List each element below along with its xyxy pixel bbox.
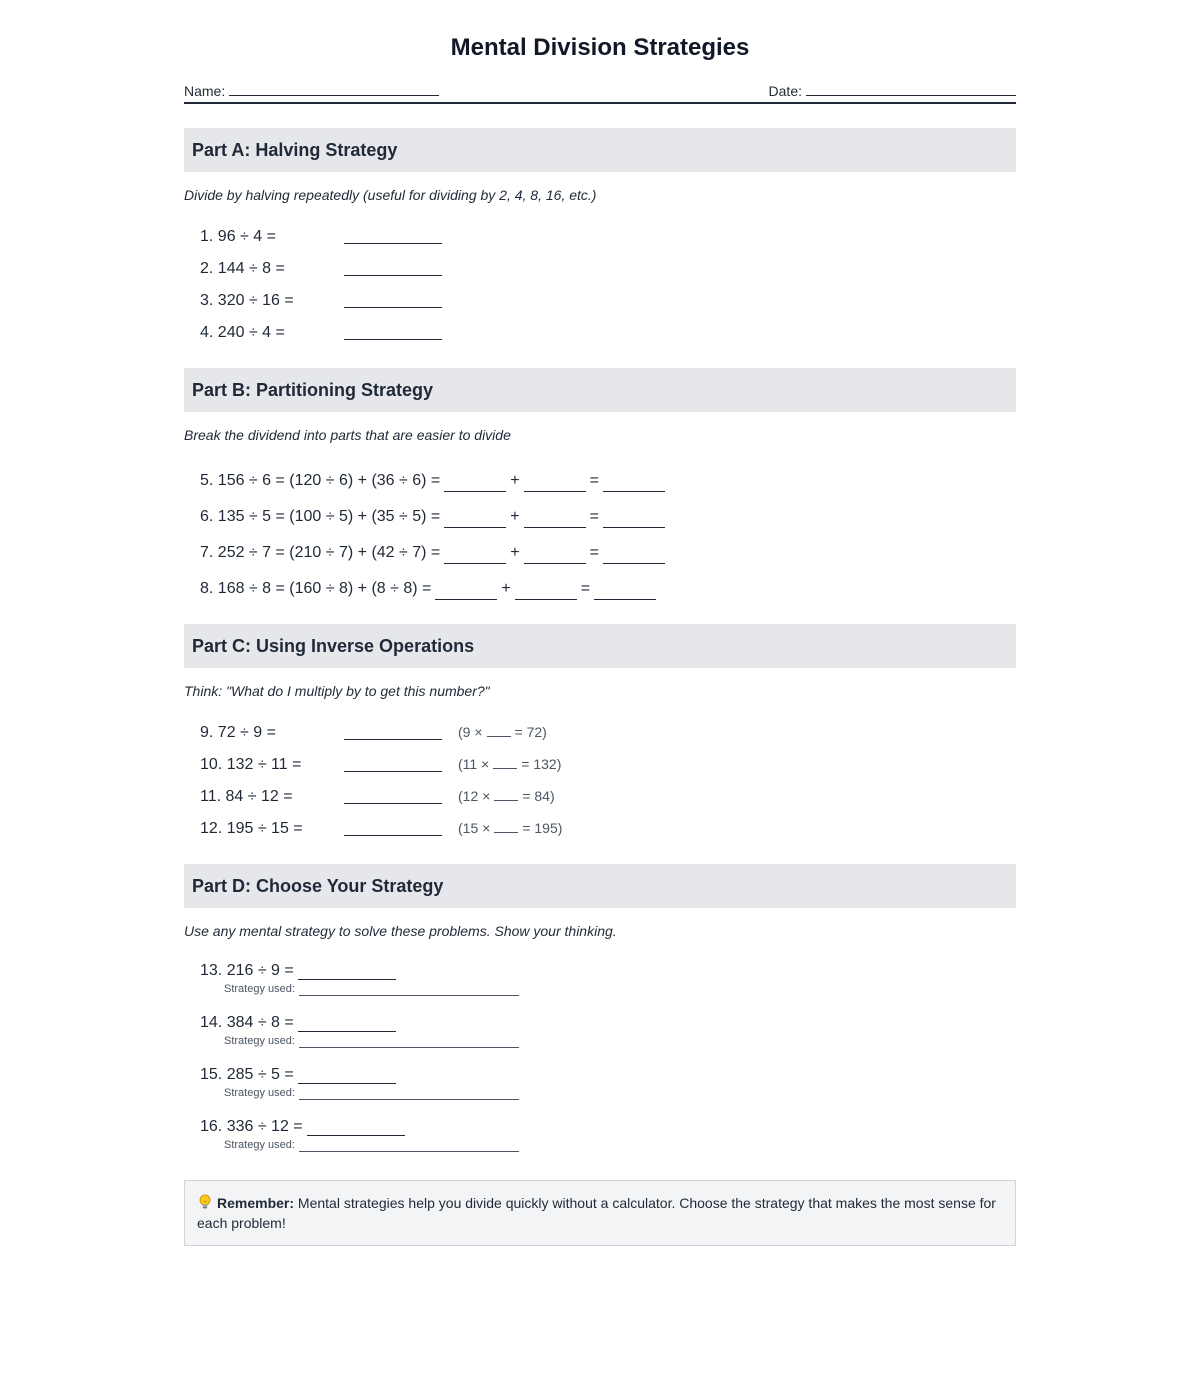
problem-label: 16. 336 ÷ 12 = bbox=[200, 1118, 303, 1135]
name-blank[interactable] bbox=[229, 79, 439, 96]
part-d-problems bbox=[184, 952, 1016, 1160]
problem-label: 12. 195 ÷ 15 = bbox=[200, 820, 303, 837]
part-d-heading: Part D: Choose Your Strategy bbox=[184, 864, 1016, 908]
part-c-instructions: Think: "What do I multiply by to get this number?" bbox=[184, 683, 490, 699]
hint-pre: (15 × bbox=[458, 820, 491, 836]
problem-label: 5. 156 ÷ 6 = (120 ÷ 6) + (36 ÷ 6) = bbox=[200, 472, 441, 489]
problem-label: 7. 252 ÷ 7 = (210 ÷ 7) + (42 ÷ 7) = bbox=[200, 544, 441, 561]
problem-row bbox=[200, 248, 1016, 280]
plus-sign: + bbox=[501, 580, 511, 597]
answer-blank[interactable] bbox=[344, 751, 442, 772]
problem-row bbox=[200, 712, 1016, 744]
hint-pre: (9 × bbox=[458, 724, 483, 740]
plus-sign: + bbox=[510, 472, 520, 489]
date-label: Date: bbox=[768, 83, 802, 99]
equals-sign: = bbox=[580, 580, 591, 597]
part-d-instructions: Use any mental strategy to solve these problems. Show your thinking. bbox=[184, 923, 617, 939]
page-title: Mental Division Strategies bbox=[450, 34, 750, 61]
equals-sign: = bbox=[589, 472, 599, 489]
strategy-row bbox=[224, 1086, 1016, 1100]
strategy-blank[interactable] bbox=[299, 1139, 519, 1152]
strategy-label: Strategy used: bbox=[224, 1087, 295, 1099]
hint-blank bbox=[494, 786, 518, 801]
answer-blank[interactable] bbox=[298, 1013, 396, 1032]
problem-label: 2. 144 ÷ 8 = bbox=[200, 260, 285, 277]
problem-block bbox=[200, 1004, 1016, 1056]
part-b-problems bbox=[184, 456, 1016, 600]
strategy-blank[interactable] bbox=[299, 1087, 519, 1100]
hint-post: = 72) bbox=[514, 724, 547, 740]
worksheet bbox=[184, 0, 1016, 1246]
answer-blank[interactable] bbox=[524, 473, 586, 492]
part-a-instructions: Divide by halving repeatedly (useful for dividing by 2, 4, 8, 16, etc.) bbox=[184, 187, 597, 203]
problem-label: 11. 84 ÷ 12 = bbox=[200, 788, 293, 805]
part-a-heading: Part A: Halving Strategy bbox=[184, 128, 1016, 172]
name-date-row bbox=[184, 79, 1016, 104]
answer-blank[interactable] bbox=[444, 545, 506, 564]
answer-blank[interactable] bbox=[524, 509, 586, 528]
equals-sign: = bbox=[589, 544, 599, 561]
problem-label: 8. 168 ÷ 8 = (160 ÷ 8) + (8 ÷ 8) = bbox=[200, 580, 432, 597]
hint-blank bbox=[487, 722, 511, 737]
inverse-hint bbox=[458, 754, 561, 774]
problem-label: 4. 240 ÷ 4 = bbox=[200, 324, 285, 341]
hint-post: = 84) bbox=[522, 788, 555, 804]
lightbulb-icon bbox=[197, 1194, 213, 1210]
strategy-blank[interactable] bbox=[299, 983, 519, 996]
answer-blank[interactable] bbox=[594, 581, 656, 600]
plus-sign: + bbox=[510, 544, 520, 561]
answer-blank[interactable] bbox=[298, 1065, 396, 1084]
answer-blank[interactable] bbox=[444, 473, 506, 492]
problem-label: 10. 132 ÷ 11 = bbox=[200, 756, 302, 773]
strategy-row bbox=[224, 1034, 1016, 1048]
problem-row bbox=[200, 1108, 1016, 1138]
problem-row bbox=[200, 564, 1016, 600]
date-blank[interactable] bbox=[806, 79, 1016, 96]
problem-block bbox=[200, 952, 1016, 1004]
equals-sign: = bbox=[589, 508, 599, 525]
problem-row bbox=[200, 492, 1016, 528]
answer-blank[interactable] bbox=[603, 509, 665, 528]
inverse-hint bbox=[458, 722, 547, 742]
strategy-row bbox=[224, 1138, 1016, 1152]
name-label: Name: bbox=[184, 83, 226, 99]
plus-sign: + bbox=[510, 508, 520, 525]
inverse-hint bbox=[458, 786, 555, 806]
answer-blank[interactable] bbox=[344, 815, 442, 836]
answer-blank[interactable] bbox=[515, 581, 577, 600]
problem-label: 13. 216 ÷ 9 = bbox=[200, 962, 294, 979]
reminder-box bbox=[184, 1180, 1016, 1246]
answer-blank[interactable] bbox=[444, 509, 506, 528]
problem-row bbox=[200, 216, 1016, 248]
inverse-hint bbox=[458, 818, 562, 838]
problem-label: 1. 96 ÷ 4 = bbox=[200, 228, 276, 245]
part-b-instructions: Break the dividend into parts that are easier to divide bbox=[184, 427, 511, 443]
part-a-problems bbox=[184, 216, 1016, 344]
hint-blank bbox=[493, 754, 517, 769]
answer-blank[interactable] bbox=[603, 473, 665, 492]
name-field-group bbox=[184, 79, 439, 102]
problem-block bbox=[200, 1056, 1016, 1108]
problem-label: 14. 384 ÷ 8 = bbox=[200, 1014, 294, 1031]
answer-blank[interactable] bbox=[435, 581, 497, 600]
problem-row bbox=[200, 280, 1016, 312]
strategy-blank[interactable] bbox=[299, 1035, 519, 1048]
problem-label: 3. 320 ÷ 16 = bbox=[200, 292, 294, 309]
answer-blank[interactable] bbox=[307, 1117, 405, 1136]
reminder-text: Mental strategies help you divide quickly without a calculator. Choose the strategy that makes the most sense for each problem! bbox=[197, 1195, 996, 1231]
answer-blank[interactable] bbox=[344, 319, 442, 340]
hint-post: = 195) bbox=[522, 820, 563, 836]
strategy-label: Strategy used: bbox=[224, 983, 295, 995]
hint-pre: (11 × bbox=[458, 756, 490, 772]
answer-blank[interactable] bbox=[344, 255, 442, 276]
problem-row bbox=[200, 456, 1016, 492]
answer-blank[interactable] bbox=[344, 287, 442, 308]
hint-blank bbox=[494, 818, 518, 833]
answer-blank[interactable] bbox=[344, 719, 442, 740]
answer-blank[interactable] bbox=[298, 961, 396, 980]
hint-pre: (12 × bbox=[458, 788, 491, 804]
strategy-label: Strategy used: bbox=[224, 1139, 295, 1151]
answer-blank[interactable] bbox=[524, 545, 586, 564]
problem-row bbox=[200, 528, 1016, 564]
problem-block bbox=[200, 1108, 1016, 1160]
answer-blank[interactable] bbox=[344, 783, 442, 804]
part-c-heading: Part C: Using Inverse Operations bbox=[184, 624, 1016, 668]
answer-blank[interactable] bbox=[344, 223, 442, 244]
strategy-row bbox=[224, 982, 1016, 996]
problem-label: 15. 285 ÷ 5 = bbox=[200, 1066, 294, 1083]
reminder-label: Remember: bbox=[217, 1195, 295, 1211]
hint-post: = 132) bbox=[521, 756, 562, 772]
problem-row bbox=[200, 1004, 1016, 1034]
part-b-heading: Part B: Partitioning Strategy bbox=[184, 368, 1016, 412]
problem-row bbox=[200, 952, 1016, 982]
problem-row bbox=[200, 1056, 1016, 1086]
date-field-group bbox=[769, 79, 1016, 102]
problem-row bbox=[200, 312, 1016, 344]
problem-row bbox=[200, 808, 1016, 840]
problem-row bbox=[200, 744, 1016, 776]
problem-label: 6. 135 ÷ 5 = (100 ÷ 5) + (35 ÷ 5) = bbox=[200, 508, 441, 525]
answer-blank[interactable] bbox=[603, 545, 665, 564]
strategy-label: Strategy used: bbox=[224, 1035, 295, 1047]
problem-row bbox=[200, 776, 1016, 808]
part-c-problems bbox=[184, 712, 1016, 840]
problem-label: 9. 72 ÷ 9 = bbox=[200, 724, 276, 741]
